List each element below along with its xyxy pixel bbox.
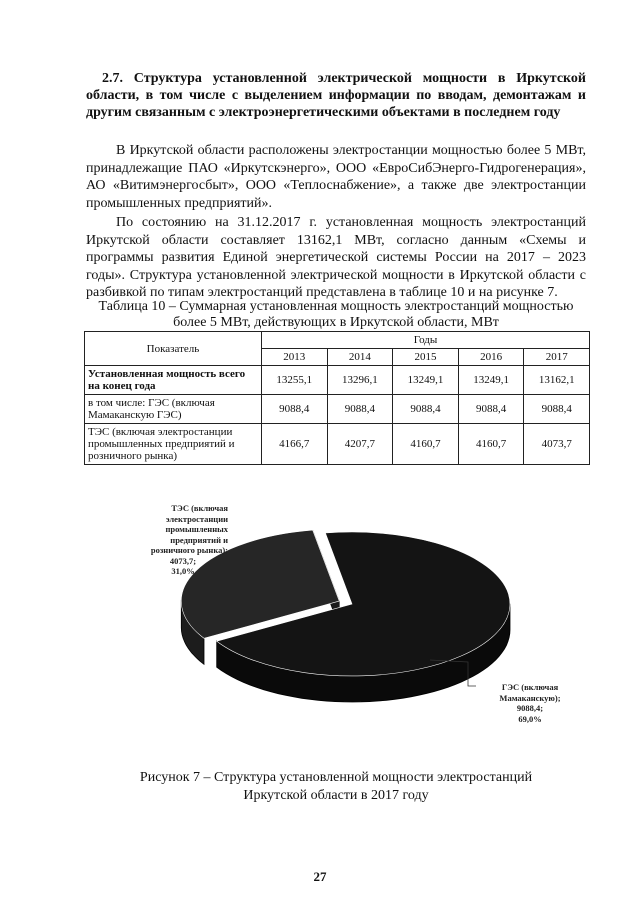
header-year: 2014	[327, 349, 393, 366]
slice-percent: 31,0%	[171, 566, 195, 576]
label-line: промышленных	[165, 524, 228, 534]
row-label: в том числе: ГЭС (включая Мамаканскую ГЭС)	[85, 395, 262, 424]
header-years: Годы	[262, 332, 590, 349]
table-caption-line: более 5 МВт, действующих в Иркутской области, МВт	[173, 315, 499, 330]
table-cell: 13162,1	[524, 366, 590, 395]
page-number: 27	[313, 869, 327, 884]
table-cell: 4160,7	[393, 424, 459, 465]
header-year: 2016	[458, 349, 524, 366]
figure-caption-line: Иркутской области в 2017 году	[243, 788, 429, 803]
table-cell: 13255,1	[262, 366, 328, 395]
row-label: ТЭС (включая электростанции промышленных предприятий и розничного рынка)	[85, 424, 262, 465]
row-label: Установленная мощность всего на конец года	[85, 366, 262, 395]
table-cell: 9088,4	[393, 395, 459, 424]
header-year: 2015	[393, 349, 459, 366]
slice-percent: 69,0%	[518, 713, 542, 724]
header-indicator: Показатель	[85, 332, 262, 366]
slice-label-ges	[474, 682, 586, 724]
table-cell: 13249,1	[393, 366, 459, 395]
table-cell: 9088,4	[524, 395, 590, 424]
table-caption-line: Таблица 10 – Суммарная установленная мощность электростанций мощностью	[98, 299, 574, 314]
section-heading: 2.7. Структура установленной электрической мощности в Иркутской области, в том числе с выделением информации по вводам, демонтажам и другим связанным с электроэнергетическими объектами в последнем году	[86, 71, 586, 120]
label-line: розничного рынка);	[150, 545, 228, 555]
table-cell: 9088,4	[327, 395, 393, 424]
label-line: Мамаканскую);	[499, 692, 561, 703]
table-cell: 9088,4	[458, 395, 524, 424]
header-year: 2017	[524, 349, 590, 366]
slice-value: 9088,4;	[516, 703, 544, 713]
table-cell: 13249,1	[458, 366, 524, 395]
label-line: ТЭС (включая	[171, 503, 228, 513]
header-year: 2013	[262, 349, 328, 366]
label-line: ГЭС (включая	[501, 682, 559, 692]
table-cell: 4207,7	[327, 424, 393, 465]
label-line: электростанции	[165, 513, 228, 524]
table-cell: 13296,1	[327, 366, 393, 395]
figure-caption-line: Рисунок 7 – Структура установленной мощности электростанций	[139, 770, 533, 785]
figure-caption	[86, 769, 586, 805]
table-cell: 4160,7	[458, 424, 524, 465]
table-cell: 9088,4	[262, 395, 328, 424]
paragraph-1: В Иркутской области расположены электростанции мощностью более 5 МВт, принадлежащие ПАО «Иркутскэнерго», ООО «ЕвроСибЭнерго-Гидрогенерация», АО «Витимэнергосбыт», ООО «Теплоснабжение», а также две электростанции промышленных предприятий».	[86, 143, 586, 211]
table-cell: 4166,7	[262, 424, 328, 465]
slice-label-tes	[108, 503, 228, 577]
label-line: предприятий и	[170, 534, 228, 545]
slice-value: 4073,7;	[169, 555, 197, 566]
table-cell: 4073,7	[524, 424, 590, 465]
paragraph-2: По состоянию на 31.12.2017 г. установленная мощность электростанций Иркутской области составляет 13162,1 МВт, согласно данным «Схемы и программы развития Единой энергетической системы России на 2017 – 2023 годы». Структура установленной электрической мощности в Иркутской области с разбивкой по типам электростанций представлена в таблице 10 и на рисунке 7.	[86, 215, 586, 300]
